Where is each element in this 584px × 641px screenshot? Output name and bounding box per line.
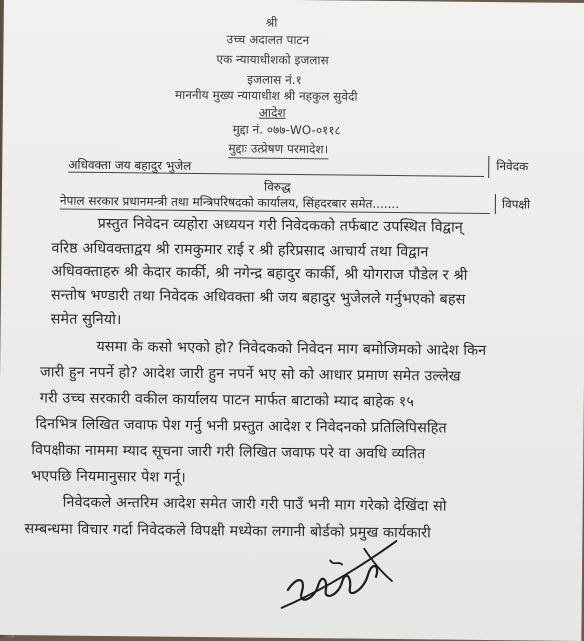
header-judge: माननीय मुख्य न्यायाधीश श्री नहकुल सुवेदी [174, 87, 358, 104]
petitioner-underline [68, 172, 484, 177]
order-title: आदेश [258, 105, 286, 120]
body-line-3: अधिवक्ताहरु श्री केदार कार्की, श्री नगेन्द्र बहादुर कार्की, श्री योगराज पौडेल र श्री [51, 263, 468, 284]
body-line-8: गरी उच्च सरकारी वकील कार्यालय पाटन मार्फत बाटाको म्याद बाहेक १५ [39, 390, 415, 411]
petitioner-role: निवेदक [496, 159, 529, 174]
body-line-12: निवेदकले अन्तरिम आदेश समेत जारी गरी पाउँ भनी माग गरेको देखिंदा सो [62, 494, 447, 515]
case-type: मुद्दाः उत्प्रेषण परमादेश। [228, 139, 328, 159]
respondent-divider [495, 194, 496, 214]
respondent-role: विपक्षी [501, 197, 531, 212]
body-line-2: वरिष्ठ अधिवक्ताद्वय श्री रामकुमार राई र श्री हरिप्रसाद आचार्य तथा विद्वान [51, 240, 429, 261]
body-line-13: सम्बन्धमा विचार गर्दा निवेदकले विपक्षी मध्येका लगानी बोर्डको प्रमुख कार्यकारी [24, 521, 431, 542]
case-number: मुद्दा नं. ०७७-WO-०११८ [232, 122, 341, 138]
body-line-4: सन्तोष भण्डारी तथा निवेदक अधिवक्ता श्री जय बहादुर भुजेलले गर्नुभएको बहस [50, 287, 466, 308]
judge-signature [268, 520, 419, 622]
body-line-9: दिनभित्र लिखित जवाफ पेश गर्नु भनी प्रस्तुत आदेश र निवेदनको प्रतिलिपिसहित [35, 416, 447, 437]
respondent-name: नेपाल सरकार प्रधानमन्त्री तथा मन्त्रिपरिषदको कार्यालय, सिंहदरबार समेत....... [59, 193, 400, 212]
header-bench-type: एक न्यायाधीशको इजलास [216, 52, 329, 68]
header-bench-no: इजलास नं.१ [247, 72, 302, 88]
header-shri: श्री [265, 15, 278, 30]
petitioner-name: अधिवक्ता जय बहादुर भुजेल [68, 157, 192, 173]
body-line-7: जारी हुन नपर्ने हो? आदेश जारी हुन नपर्ने भए सो को आधार प्रमाण समेत उल्लेख [40, 364, 461, 385]
body-line-5: समेत सुनियो। [50, 311, 122, 329]
body-line-11: भएपछि नियमानुसार पेश गर्नू। [30, 468, 186, 486]
versus-label: विरुद्ध [263, 179, 291, 194]
body-line-6: यसमा के कसो भएको हो? निवेदकको निवेदन माग बमोजिमको आदेश किन [96, 338, 487, 360]
petitioner-divider [488, 156, 489, 178]
body-line-1: प्रस्तुत निवेदन व्यहोरा अध्ययन गरी निवेदकको तर्फबाट उपस्थित विद्वान् [97, 215, 463, 236]
header-court: उच्च अदालत पाटन [226, 32, 310, 48]
body-line-10: विपक्षीका नाममा म्याद सूचना जारी गरी लिखित जवाफ परे वा अवधि व्यतित [31, 442, 426, 463]
